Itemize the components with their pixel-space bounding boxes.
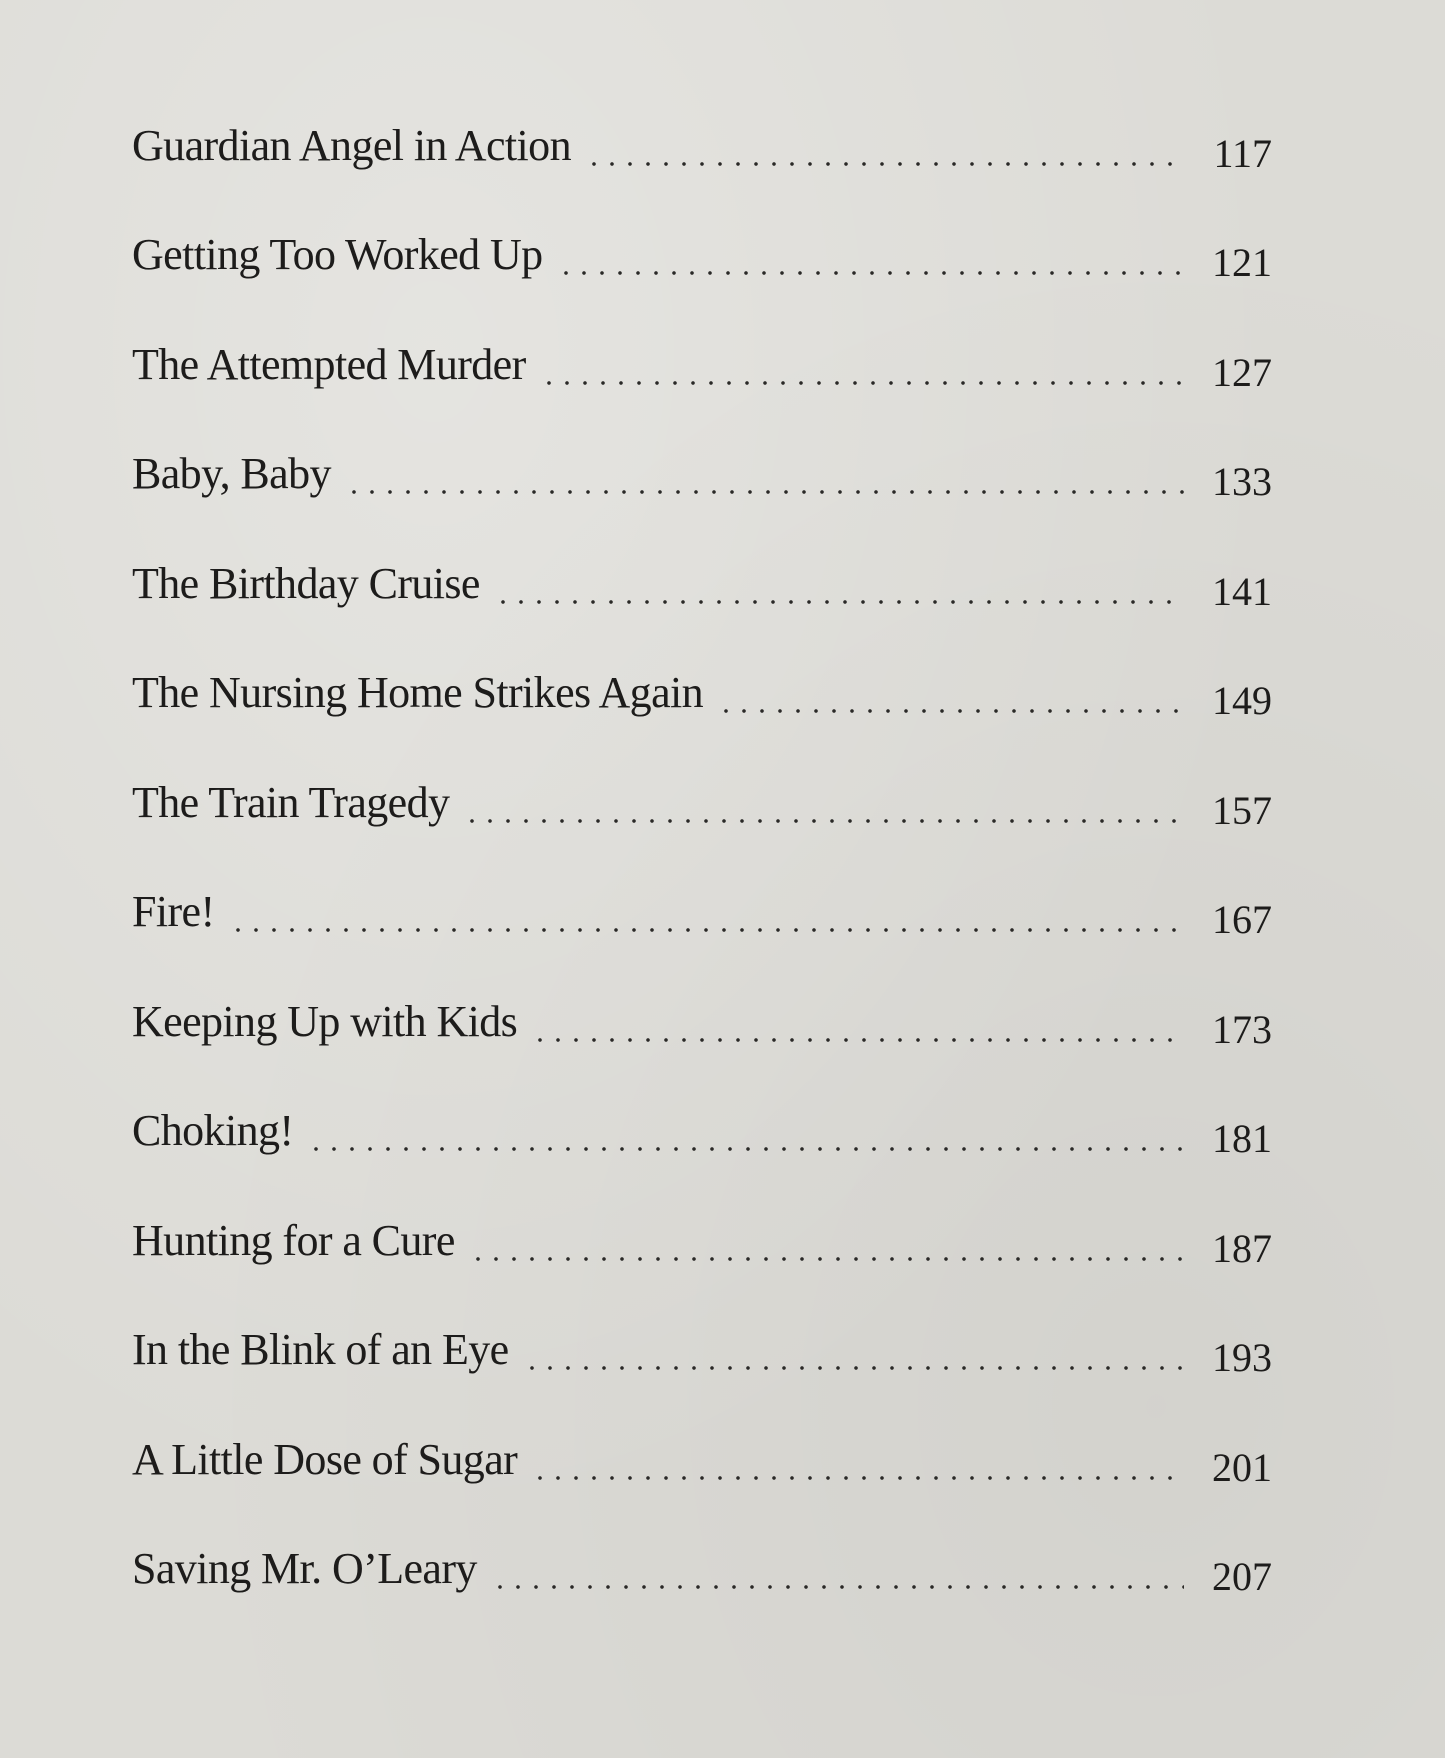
dot-leader bbox=[345, 490, 1184, 494]
dot-leader bbox=[531, 1038, 1184, 1042]
toc-entry-title: In the Blink of an Eye bbox=[132, 1325, 509, 1374]
dot-leader bbox=[469, 1257, 1184, 1261]
toc-entry-page: 157 bbox=[1212, 787, 1272, 833]
toc-entry-title: Saving Mr. O’Leary bbox=[132, 1544, 477, 1593]
toc-entry-title: The Birthday Cruise bbox=[132, 558, 480, 608]
dot-leader bbox=[491, 1585, 1184, 1589]
dot-leader bbox=[523, 1366, 1184, 1370]
toc-entry-title: Hunting for a Cure bbox=[132, 1215, 455, 1265]
toc-entry-page: 133 bbox=[1212, 459, 1272, 504]
toc-entry-title: Keeping Up with Kids bbox=[132, 996, 518, 1046]
toc-entry-page: 201 bbox=[1212, 1444, 1272, 1490]
toc-entry-title: Fire! bbox=[132, 887, 215, 936]
toc-entry-title: Getting Too Worked Up bbox=[132, 230, 543, 279]
dot-leader bbox=[307, 1147, 1184, 1151]
dot-leader bbox=[494, 600, 1184, 604]
toc-entry bbox=[132, 1078, 1272, 1188]
toc-entry-title: Baby, Baby bbox=[132, 449, 331, 498]
toc-entry-page: 173 bbox=[1212, 1006, 1272, 1052]
toc-entry bbox=[132, 202, 1272, 312]
toc-entry-page: 193 bbox=[1212, 1335, 1272, 1380]
dot-leader bbox=[557, 271, 1184, 275]
toc-entry-title: The Train Tragedy bbox=[132, 777, 450, 827]
toc-entry bbox=[132, 1516, 1272, 1626]
toc-entry bbox=[132, 92, 1272, 202]
dot-leader bbox=[463, 819, 1184, 823]
dot-leader bbox=[540, 381, 1184, 385]
toc-entry bbox=[132, 530, 1272, 640]
toc-entry-page: 117 bbox=[1213, 130, 1272, 176]
toc-entry bbox=[132, 1187, 1272, 1297]
toc-entry-page: 127 bbox=[1212, 349, 1272, 395]
toc-entry-title: The Nursing Home Strikes Again bbox=[132, 668, 704, 717]
toc-entry-title: A Little Dose of Sugar bbox=[132, 1434, 518, 1484]
toc-entry bbox=[132, 859, 1272, 969]
toc-entry bbox=[132, 1297, 1272, 1407]
toc-entry-page: 167 bbox=[1212, 897, 1272, 942]
toc-entry bbox=[132, 421, 1272, 531]
toc-entry-page: 207 bbox=[1212, 1554, 1272, 1599]
toc-entry-title: Guardian Angel in Action bbox=[132, 120, 571, 170]
dot-leader bbox=[229, 928, 1184, 932]
table-of-contents bbox=[132, 92, 1272, 1625]
dot-leader bbox=[717, 709, 1184, 713]
toc-entry-page: 187 bbox=[1212, 1225, 1272, 1271]
toc-entry-page: 181 bbox=[1212, 1116, 1272, 1161]
toc-entry bbox=[132, 311, 1272, 421]
toc-entry bbox=[132, 968, 1272, 1078]
toc-entry-title: Choking! bbox=[132, 1106, 294, 1155]
toc-entry bbox=[132, 749, 1272, 859]
toc-entry bbox=[132, 640, 1272, 750]
toc-entry-page: 149 bbox=[1212, 678, 1272, 723]
dot-leader bbox=[585, 162, 1184, 166]
dot-leader bbox=[531, 1476, 1184, 1480]
toc-entry-page: 141 bbox=[1212, 568, 1272, 614]
toc-entry-title: The Attempted Murder bbox=[132, 339, 526, 389]
toc-entry bbox=[132, 1406, 1272, 1516]
toc-entry-page: 121 bbox=[1212, 240, 1272, 285]
